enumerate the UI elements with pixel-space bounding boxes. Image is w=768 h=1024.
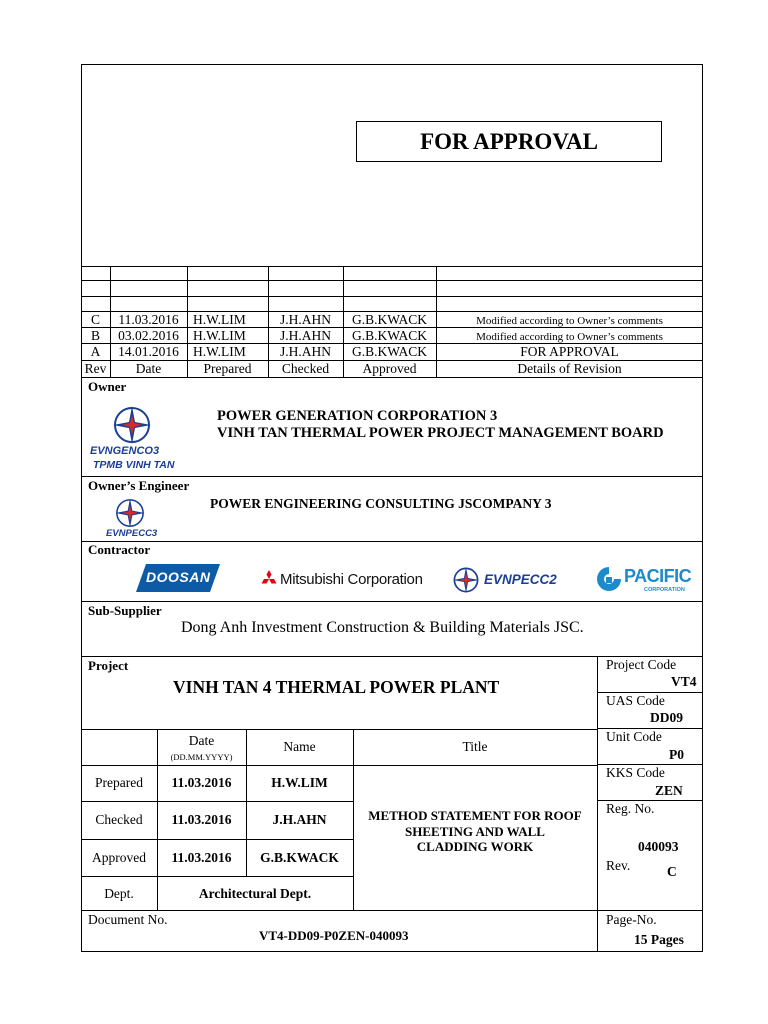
- dept-label: Dept.: [104, 886, 134, 901]
- approved-label: Approved: [92, 850, 146, 865]
- doosan-text: DOOSAN: [146, 569, 211, 585]
- owner-label: Owner: [88, 379, 127, 394]
- tpmb-text: TPMB VINH TAN: [93, 459, 175, 471]
- rev-a-prepared: H.W.LIM: [193, 344, 246, 359]
- rev-c-date: 11.03.2016: [118, 312, 179, 327]
- rev-b-approved: G.B.KWACK: [351, 328, 427, 343]
- rev-value: C: [667, 864, 677, 879]
- rev-c: C: [90, 312, 100, 327]
- project-label: Project: [88, 658, 129, 673]
- rev-c-approved: G.B.KWACK: [351, 312, 427, 327]
- document-no-label: Document No.: [88, 912, 168, 927]
- unit-code-value: P0: [669, 747, 684, 762]
- approved-header: Approved: [362, 361, 417, 376]
- rev-c-prepared: H.W.LIM: [193, 312, 246, 327]
- document-title-line3: CLADDING WORK: [416, 839, 534, 854]
- reg-no-label: Reg. No.: [606, 801, 655, 816]
- approved-name: G.B.KWACK: [260, 850, 339, 865]
- uas-code-value: DD09: [650, 710, 683, 725]
- rev-b: B: [90, 328, 100, 343]
- document-number: VT4-DD09-P0ZEN-040093: [259, 928, 409, 943]
- evngenco3-text: EVNGENCO3: [90, 445, 160, 457]
- name-col-header: Name: [283, 739, 316, 754]
- checked-label: Checked: [95, 812, 143, 827]
- unit-code-label: Unit Code: [606, 729, 662, 744]
- project-name: VINH TAN 4 THERMAL POWER PLANT: [173, 677, 500, 697]
- page-no-label: Page-No.: [606, 912, 657, 927]
- project-code-label: Project Code: [606, 657, 677, 672]
- checked-date: 11.03.2016: [171, 812, 232, 827]
- pacific-text: PACIFIC: [624, 566, 692, 586]
- prepared-header: Prepared: [203, 361, 252, 376]
- prepared-label: Prepared: [95, 775, 143, 790]
- approved-date: 11.03.2016: [171, 850, 232, 865]
- checked-header: Checked: [281, 361, 330, 376]
- rev-c-details: Modified according to Owner’s comments: [476, 315, 663, 327]
- reg-no-value: 040093: [638, 839, 679, 854]
- title-col-header: Title: [462, 739, 488, 754]
- contractor-label: Contractor: [88, 542, 151, 557]
- owner-name-line1: POWER GENERATION CORPORATION 3: [217, 408, 498, 424]
- mitsubishi-text: Mitsubishi Corporation: [280, 571, 423, 588]
- document-title-line2: SHEETING AND WALL: [405, 824, 545, 839]
- date-format: (DD.MM.YYYY): [170, 752, 233, 762]
- rev-b-details: Modified according to Owner’s comments: [476, 331, 663, 343]
- rev-c-checked: J.H.AHN: [279, 312, 331, 327]
- uas-code-label: UAS Code: [606, 693, 665, 708]
- sub-supplier-label: Sub-Supplier: [88, 603, 162, 618]
- dept-value: Architectural Dept.: [198, 886, 312, 901]
- rev-label: Rev.: [606, 858, 631, 873]
- rev-b-prepared: H.W.LIM: [193, 328, 246, 343]
- rev-a-checked: J.H.AHN: [279, 344, 331, 359]
- rev-a-date: 14.01.2016: [118, 344, 179, 359]
- owners-engineer-name: POWER ENGINEERING CONSULTING JSCOMPANY 3: [210, 496, 552, 511]
- owners-engineer-label: Owner’s Engineer: [88, 478, 190, 493]
- rev-b-checked: J.H.AHN: [279, 328, 331, 343]
- page-count: 15 Pages: [634, 932, 684, 947]
- date-header: Date: [135, 361, 162, 376]
- sub-supplier-name: Dong Anh Investment Construction & Building Materials JSC.: [181, 619, 584, 636]
- rev-b-date: 03.02.2016: [118, 328, 179, 343]
- owner-name-line2: VINH TAN THERMAL POWER PROJECT MANAGEMENT BOARD: [217, 425, 664, 441]
- details-header: Details of Revision: [517, 361, 622, 376]
- kks-code-label: KKS Code: [606, 765, 665, 780]
- kks-code-value: ZEN: [655, 783, 683, 798]
- prepared-name: H.W.LIM: [271, 775, 328, 790]
- prepared-date: 11.03.2016: [171, 775, 232, 790]
- project-code-value: VT4: [671, 674, 697, 689]
- rev-a-approved: G.B.KWACK: [351, 344, 427, 359]
- rev-header: Rev: [84, 361, 107, 376]
- evnpecc3-text: EVNPECC3: [106, 528, 158, 539]
- document-title-line1: METHOD STATEMENT FOR ROOF: [368, 808, 582, 823]
- approval-stamp: FOR APPROVAL: [356, 121, 662, 162]
- pacific-sub-text: CORPORATION: [644, 587, 685, 593]
- rev-a: A: [90, 344, 101, 359]
- rev-a-details: FOR APPROVAL: [520, 344, 619, 359]
- checked-name: J.H.AHN: [272, 812, 327, 827]
- date-col-header: Date: [188, 733, 215, 748]
- evnpecc2-text: EVNPECC2: [484, 572, 557, 587]
